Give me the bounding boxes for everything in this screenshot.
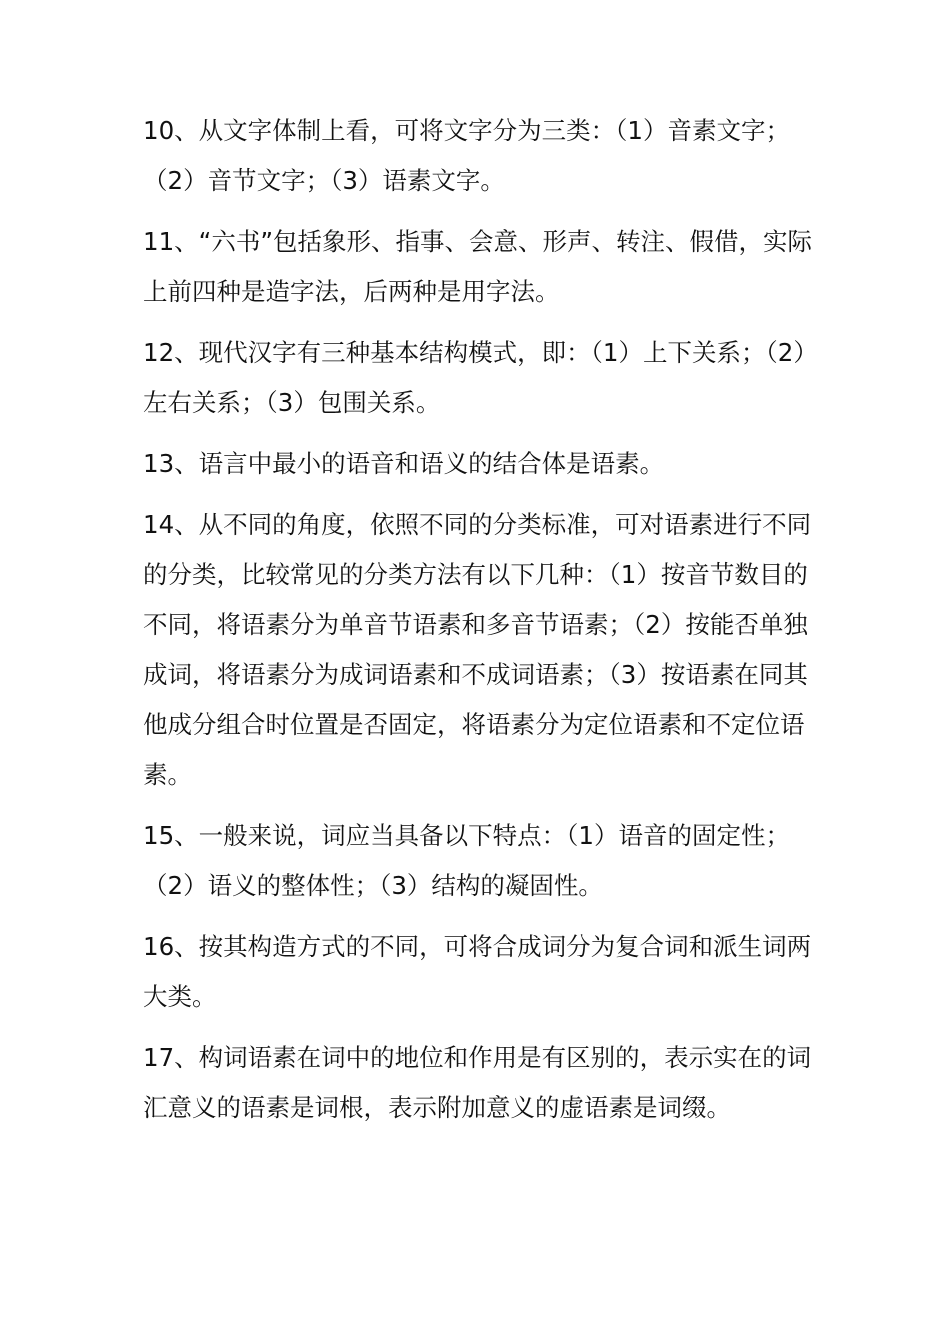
paragraph-item-16: 16、按其构造方式的不同，可将合成词分为复合词和派生词两大类。 (143, 932, 812, 1011)
paragraph-item-15: 15、一般来说，词应当具备以下特点：（1）语音的固定性；（2）语义的整体性；（3）结构的凝固性。 (143, 821, 791, 900)
paragraph-item-10: 10、从文字体制上看，可将文字分为三类：（1）音素文字；（2）音节文字；（3）语素文字。 (143, 116, 791, 195)
paragraph-item-17: 17、构词语素在词中的地位和作用是有区别的，表示实在的词汇意义的语素是词根，表示附加意义的虚语素是词缀。 (143, 1043, 812, 1122)
document-page (143, 106, 823, 1144)
paragraph-item-11: 11、“六书”包括象形、指事、会意、形声、转注、假借，实际上前四种是造字法，后两种是用字法。 (143, 227, 813, 306)
paragraph-item-13: 13、语言中最小的语音和语义的结合体是语素。 (143, 449, 665, 478)
paragraph-item-12: 12、现代汉字有三种基本结构模式，即：（1）上下关系；（2）左右关系；（3）包围关系。 (143, 338, 818, 417)
paragraph-item-14: 14、从不同的角度，依照不同的分类标准，可对语素进行不同的分类，比较常见的分类方法有以下几种：（1）按音节数目的不同，将语素分为单音节语素和多音节语素；（2）按能否单独成词，将语素分为成词语素和不成词语素；（3）按语素在同其他成分组合时位置是否固定，将语素分为定位语素和不定位语素。 (143, 510, 812, 789)
